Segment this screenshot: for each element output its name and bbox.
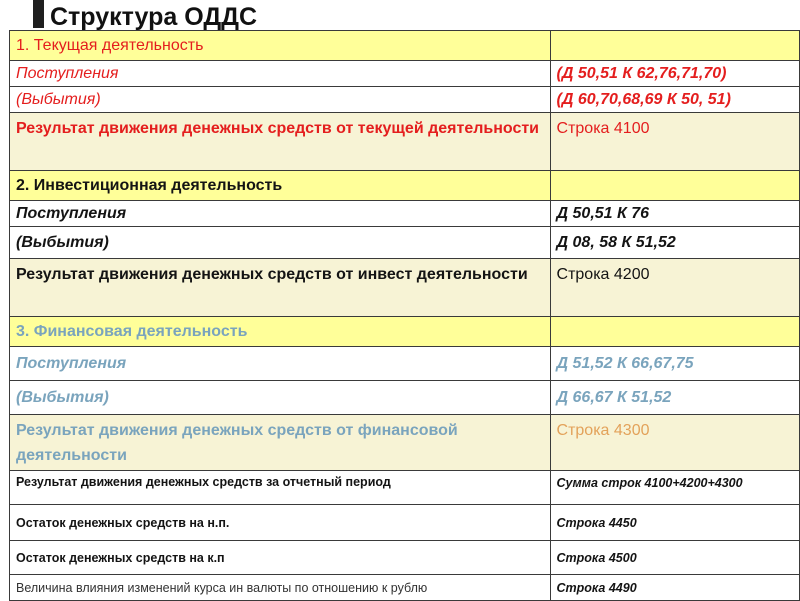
- table-row-financing-inflows: [10, 347, 800, 381]
- table-row-operating-outflows: [10, 87, 800, 113]
- fx-effect-value: Строка 4490: [550, 575, 799, 601]
- table-row-investing-header: [10, 171, 800, 201]
- section-title-operating: 1. Текущая деятельность: [10, 31, 551, 61]
- investing-outflows-value: Д 08, 58 К 51,52: [550, 227, 799, 259]
- title-marker: [33, 0, 44, 28]
- operating-result-value: Строка 4100: [550, 113, 799, 171]
- investing-result-value: Строка 4200: [550, 259, 799, 317]
- operating-outflows-label: (Выбытия): [10, 87, 551, 113]
- section-value-financing: [550, 317, 799, 347]
- table-row-investing-inflows: [10, 201, 800, 227]
- investing-result-label: Результат движения денежных средств от инвест деятельности: [10, 259, 551, 317]
- section-title-investing: 2. Инвестиционная деятельность: [10, 171, 551, 201]
- table-row-fx-effect: [10, 575, 800, 601]
- table-row-operating-header: [10, 31, 800, 61]
- section-title-financing: 3. Финансовая деятельность: [10, 317, 551, 347]
- table-row-financing-outflows: [10, 381, 800, 415]
- operating-outflows-value: (Д 60,70,68,69 К 50, 51): [550, 87, 799, 113]
- investing-inflows-label: Поступления: [10, 201, 551, 227]
- opening-balance-label: Остаток денежных средств на н.п.: [10, 505, 551, 541]
- odds-structure-table: [9, 30, 800, 601]
- section-value-investing: [550, 171, 799, 201]
- financing-result-label: Результат движения денежных средств от финансовой деятельности: [10, 415, 551, 471]
- table-row-opening-balance: [10, 505, 800, 541]
- operating-result-label: Результат движения денежных средств от текущей деятельности: [10, 113, 551, 171]
- investing-inflows-value: Д 50,51 К 76: [550, 201, 799, 227]
- table-row-operating-inflows: [10, 61, 800, 87]
- period-result-label: Результат движения денежных средств за отчетный период: [10, 471, 551, 505]
- table-row-investing-result: [10, 259, 800, 317]
- opening-balance-value: Строка 4450: [550, 505, 799, 541]
- financing-inflows-label: Поступления: [10, 347, 551, 381]
- section-value-operating: [550, 31, 799, 61]
- closing-balance-value: Строка 4500: [550, 541, 799, 575]
- investing-outflows-label: (Выбытия): [10, 227, 551, 259]
- table-row-closing-balance: [10, 541, 800, 575]
- operating-inflows-value: (Д 50,51 К 62,76,71,70): [550, 61, 799, 87]
- table-row-investing-outflows: [10, 227, 800, 259]
- table-row-financing-result: [10, 415, 800, 471]
- financing-outflows-value: Д 66,67 К 51,52: [550, 381, 799, 415]
- slide-title: Структура ОДДС: [50, 3, 258, 31]
- period-result-value: Сумма строк 4100+4200+4300: [550, 471, 799, 505]
- operating-inflows-label: Поступления: [10, 61, 551, 87]
- table-row-period-result: [10, 471, 800, 505]
- fx-effect-label: Величина влияния изменений курса ин валюты по отношению к рублю: [10, 575, 551, 601]
- financing-inflows-value: Д 51,52 К 66,67,75: [550, 347, 799, 381]
- closing-balance-label: Остаток денежных средств на к.п: [10, 541, 551, 575]
- table-row-financing-header: [10, 317, 800, 347]
- table-row-operating-result: [10, 113, 800, 171]
- financing-result-value: Строка 4300: [550, 415, 799, 471]
- financing-outflows-label: (Выбытия): [10, 381, 551, 415]
